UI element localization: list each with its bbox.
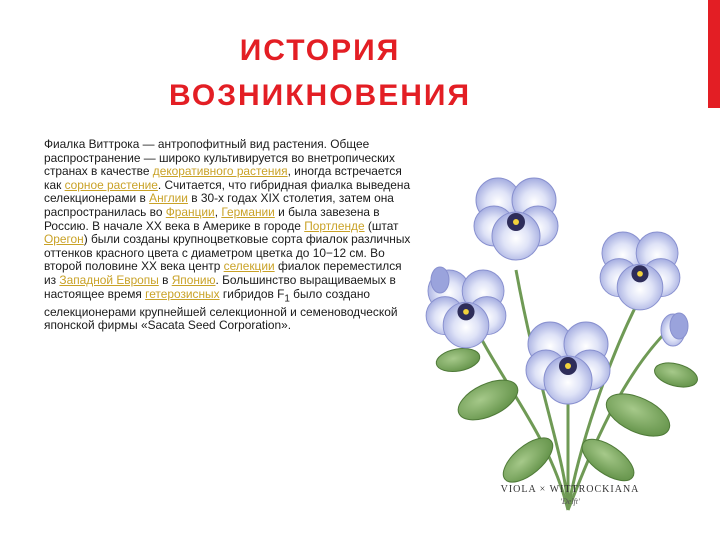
title-line-2: ВОЗНИКНОВЕНИЯ <box>168 79 472 112</box>
link-japan[interactable]: Японию <box>171 272 216 287</box>
text-run: в <box>158 272 172 287</box>
text-run: фиалок переместился из <box>44 259 402 287</box>
text-run: и была завезена в Россию. В начале XX века в Америке в городе <box>44 204 380 233</box>
accent-bar <box>708 0 720 108</box>
link-weed[interactable]: сорное растение <box>64 177 158 192</box>
link-selection[interactable]: селекции <box>223 259 275 274</box>
illustration-caption: VIOLA × WITTROCKIANA <box>500 484 640 495</box>
link-heterotic[interactable]: гетерозисных <box>145 286 220 301</box>
link-decorative-plant[interactable]: декоративного растения <box>152 164 288 179</box>
text-run: , иногда встречается как <box>44 164 402 192</box>
text-run: было создано селекционерами крупнейшей селекционной и семеноводческой японской фирмы «Sacata Seed Corporation». <box>44 286 398 333</box>
text-run: Фиалка Виттрока — антропофитный вид растения. Общее распространение — широко культивируется во внетропических странах в качестве <box>44 137 395 179</box>
subscript-1: 1 <box>284 292 290 304</box>
title-line-1: ИСТОРИЯ <box>239 34 401 67</box>
text-run: ) были созданы крупноцветковые сорта фиалок различных оттенков красного цвета с диаметром цветка до 10−12 см. Во второй половине XX века центр <box>44 232 411 274</box>
text-run: , <box>214 204 222 219</box>
history-paragraph <box>44 138 416 333</box>
link-germany[interactable]: Германии <box>221 204 275 219</box>
text-run: гибридов F <box>219 286 285 301</box>
text-run: . Считается, что гибридная фиалка выведена селекционерами в <box>44 177 411 206</box>
link-oregon[interactable]: Орегон <box>44 232 84 247</box>
pansy-flowers-illustration <box>418 130 708 520</box>
link-portland[interactable]: Портленде <box>304 218 365 233</box>
illustration-sub-caption: 'Delft' <box>560 497 580 506</box>
text-run: . Большинство выращиваемых в настоящее время <box>44 272 396 301</box>
link-england[interactable]: Англии <box>149 191 188 206</box>
text-run: (штат <box>364 218 399 233</box>
text-run: в 30-х годах XIX столетия, затем она распространилась во <box>44 191 394 219</box>
link-france[interactable]: Франции <box>165 204 215 219</box>
slide-title <box>130 28 510 118</box>
link-western-europe[interactable]: Западной Европы <box>59 272 159 287</box>
